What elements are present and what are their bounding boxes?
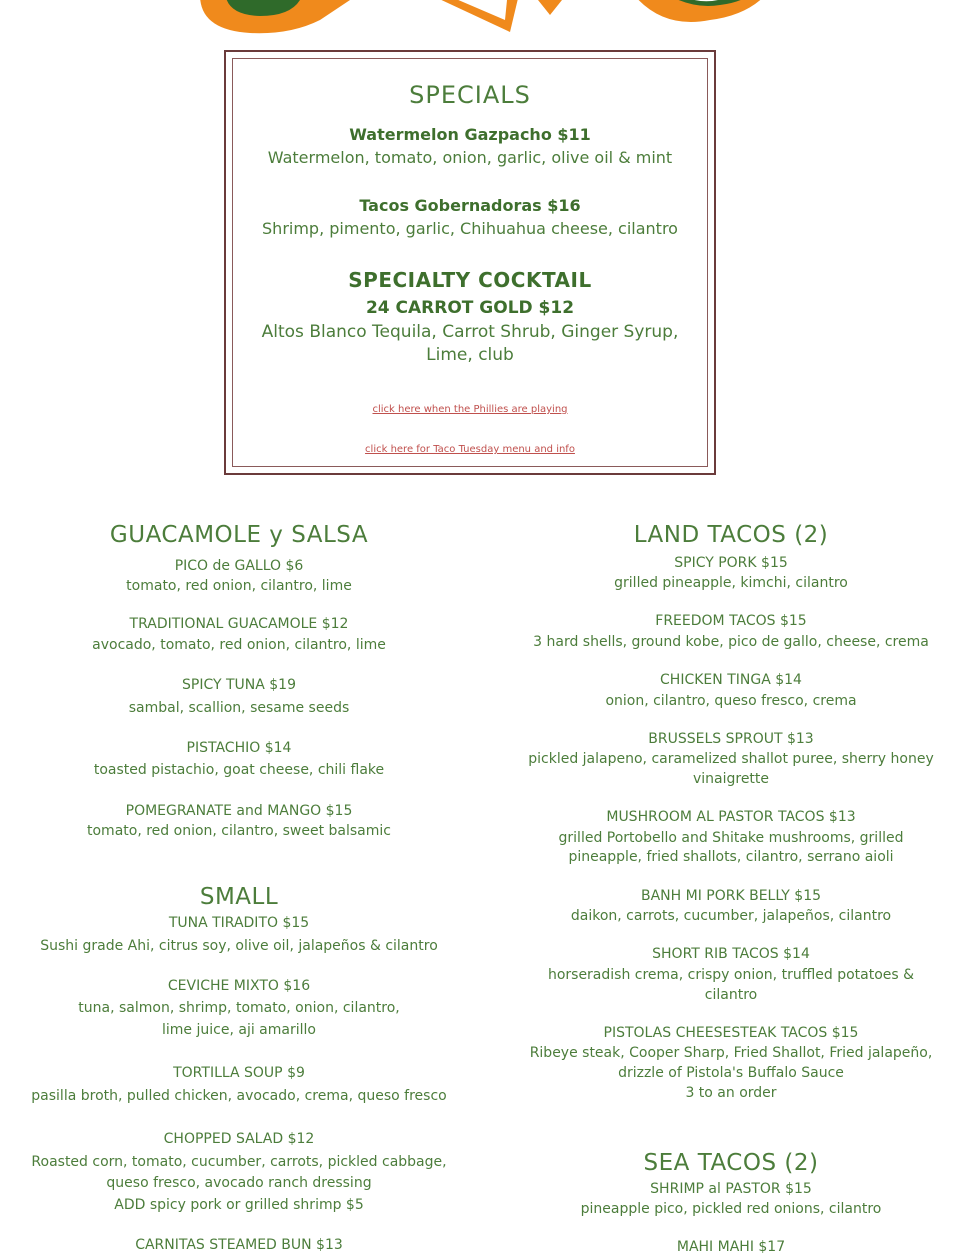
menu-item-desc: avocado, tomato, red onion, cilantro, lime: [92, 637, 386, 653]
menu-item-name: PISTOLAS CHEESESTEAK TACOS $15: [603, 1025, 859, 1041]
menu-item-name: CARNITAS STEAMED BUN $13: [135, 1237, 343, 1253]
menu-item-name: PICO de GALLO $6: [174, 558, 304, 574]
menu-item-name: SHORT RIB TACOS $14: [652, 946, 810, 962]
menu-item-desc: 3 hard shells, ground kobe, pico de gallo, cheese, crema: [533, 634, 929, 650]
specials-title: SPECIALS: [409, 81, 531, 109]
specialty-cocktail-heading: SPECIALTY COCKTAIL: [348, 268, 592, 292]
menu-item-name: BANH MI PORK BELLY $15: [640, 888, 822, 904]
menu-item-desc: pickled jalapeno, caramelized shallot puree, sherry honey: [528, 751, 934, 767]
menu-item-desc: tomato, red onion, cilantro, lime: [126, 578, 352, 594]
cocktail-name: 24 CARROT GOLD $12: [365, 298, 575, 318]
special-name: Watermelon Gazpacho $11: [349, 125, 591, 144]
menu-item-name: CHICKEN TINGA $14: [660, 672, 802, 688]
menu-item-desc: tomato, red onion, cilantro, sweet balsamic: [87, 823, 391, 839]
menu-item-name: PISTACHIO $14: [186, 740, 292, 756]
special-name: Tacos Gobernadoras $16: [359, 196, 581, 215]
menu-item-desc: pineapple, fried shallots, cilantro, serrano aioli: [568, 849, 894, 865]
menu-item-desc: sambal, scallion, sesame seeds: [128, 700, 350, 716]
menu-item-name: CEVICHE MIXTO $16: [167, 978, 311, 994]
menu-item-name: MAHI MAHI $17: [676, 1239, 786, 1255]
menu-item-name: CHOPPED SALAD $12: [163, 1131, 315, 1147]
menu-item-desc: tuna, salmon, shrimp, tomato, onion, cilantro,: [78, 1000, 400, 1016]
section-title-sea-tacos: SEA TACOS (2): [643, 1150, 819, 1176]
left-column: [20, 0, 458, 1254]
menu-item-name: POMEGRANATE and MANGO $15: [125, 803, 353, 819]
menu-item-desc: daikon, carrots, cucumber, jalapeños, cilantro: [570, 908, 892, 924]
menu-item-desc: lime juice, aji amarillo: [162, 1022, 316, 1038]
special-desc: Watermelon, tomato, onion, garlic, olive oil & mint: [267, 148, 673, 167]
phillies-link[interactable]: click here when the Phillies are playing: [372, 404, 568, 415]
section-title-land-tacos: LAND TACOS (2): [633, 522, 829, 548]
menu-item-desc: 3 to an order: [685, 1085, 777, 1101]
menu-item-name: FREEDOM TACOS $15: [655, 613, 807, 629]
menu-item-desc: cilantro: [704, 987, 758, 1003]
menu-item-desc: grilled pineapple, kimchi, cilantro: [614, 575, 848, 591]
section-title-small: SMALL: [199, 884, 279, 910]
right-column: [512, 0, 950, 1254]
menu-item-desc: Sushi grade Ahi, citrus soy, olive oil, jalapeños & cilantro: [40, 938, 438, 954]
taco-tuesday-link[interactable]: click here for Taco Tuesday menu and info: [365, 444, 575, 455]
menu-item-name: TORTILLA SOUP $9: [173, 1065, 305, 1081]
menu-item-name: SPICY PORK $15: [674, 555, 788, 571]
menu-item-name: MUSHROOM AL PASTOR TACOS $13: [606, 809, 856, 825]
menu-item-desc: Ribeye steak, Cooper Sharp, Fried Shallot, Fried jalapeño,: [529, 1045, 933, 1061]
menu-item-desc: queso fresco, avocado ranch dressing: [106, 1175, 372, 1191]
menu-item-desc: toasted pistachio, goat cheese, chili flake: [93, 762, 385, 778]
special-desc: Shrimp, pimento, garlic, Chihuahua cheese, cilantro: [262, 219, 678, 238]
section-title-guacamole: GUACAMOLE y SALSA: [109, 522, 369, 548]
menu-item-desc: drizzle of Pistola's Buffalo Sauce: [618, 1065, 844, 1081]
menu-item-desc: horseradish crema, crispy onion, truffled potatoes &: [547, 967, 915, 983]
menu-item-desc: pasilla broth, pulled chicken, avocado, crema, queso fresco: [31, 1088, 447, 1104]
menu-item-desc: onion, cilantro, queso fresco, crema: [605, 693, 857, 709]
menu-item-desc: Roasted corn, tomato, cucumber, carrots, pickled cabbage,: [31, 1154, 447, 1170]
menu-item-name: TRADITIONAL GUACAMOLE $12: [129, 616, 349, 632]
menu-item-name: TUNA TIRADITO $15: [168, 915, 310, 931]
menu-item-desc: vinaigrette: [692, 771, 770, 787]
menu-item-desc: ADD spicy pork or grilled shrimp $5: [114, 1197, 364, 1213]
menu-item-desc: grilled Portobello and Shitake mushrooms, grilled: [558, 830, 904, 846]
menu-item-desc: pineapple pico, pickled red onions, cilantro: [580, 1201, 882, 1217]
cocktail-desc: Lime, club: [426, 345, 514, 365]
cocktail-desc: Altos Blanco Tequila, Carrot Shrub, Ginger Syrup,: [261, 322, 679, 342]
menu-item-name: SHRIMP al PASTOR $15: [650, 1181, 812, 1197]
menu-item-name: SPICY TUNA $19: [181, 677, 296, 693]
menu-item-name: BRUSSELS SPROUT $13: [648, 731, 814, 747]
